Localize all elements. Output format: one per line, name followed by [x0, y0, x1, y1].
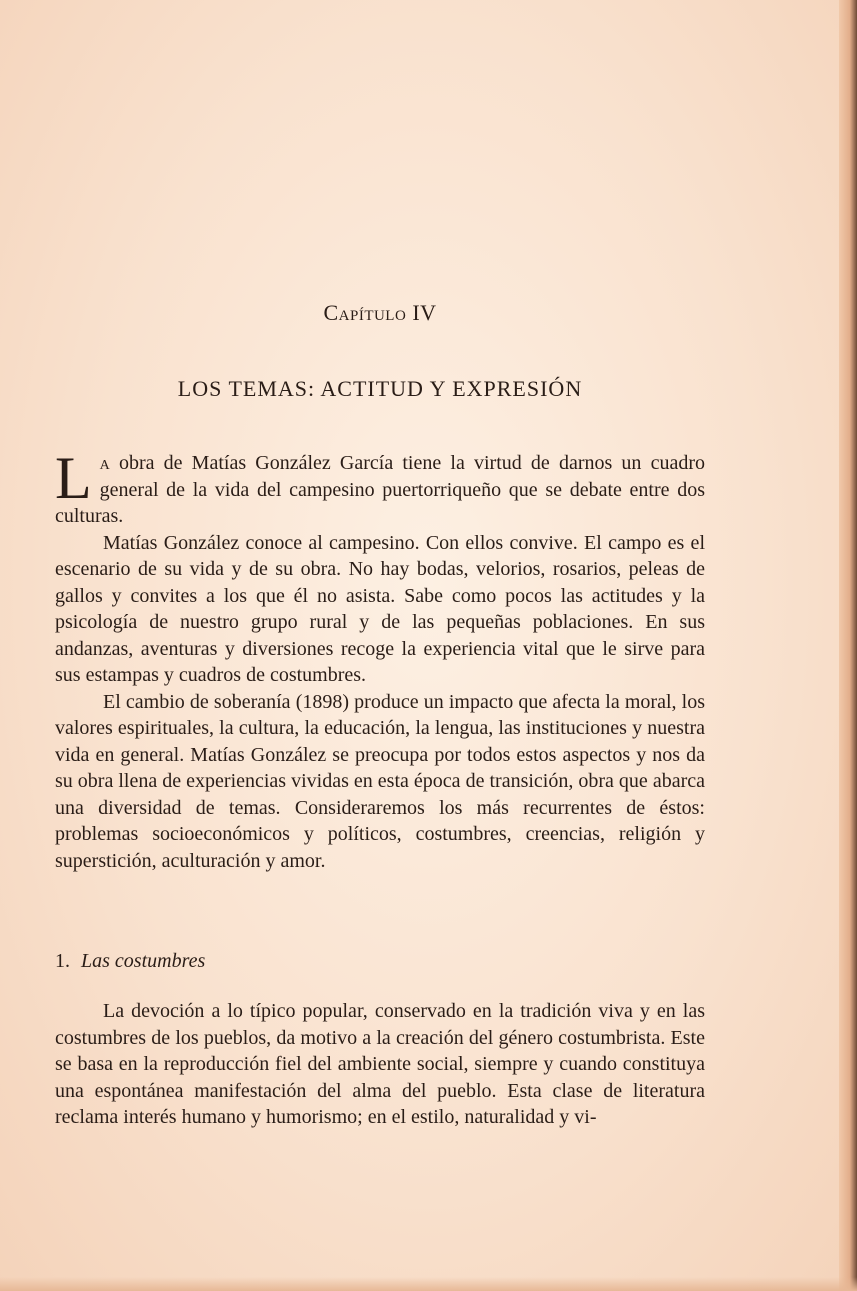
page-edge-shadow	[839, 0, 857, 1291]
paragraph: La devoción a lo típico popular, conservado en la tradición viva y en las costumbres de los pueblos, da motivo a la creación del género costumbrista. Este se basa en la reproducción fiel del ambiente social, siempre y cuando constituya una espontánea manifestación del alma del pueblo. Esta clase de literatura reclama interés humano y humorismo; en el estilo, naturalidad y vi-	[55, 1000, 705, 1128]
first-word-rest: a	[99, 452, 110, 474]
first-paragraph-text: obra de Matías González García tiene la virtud de darnos un cuadro general de la vida del campesino puertorriqueño que se debate entre dos culturas.	[55, 452, 705, 527]
first-paragraph	[55, 445, 705, 530]
section-title: Las costumbres	[81, 950, 206, 972]
chapter-title: LOS TEMAS: ACTITUD Y EXPRESIÓN	[177, 376, 583, 401]
chapter-heading	[55, 300, 705, 326]
section-heading	[55, 950, 705, 973]
chapter-label: Capítulo	[323, 300, 407, 325]
intro-text	[55, 445, 705, 874]
chapter-number: IV	[412, 300, 437, 325]
paragraph: El cambio de soberanía (1898) produce un impacto que afecta la moral, los valores espirituales, la cultura, la educación, la lengua, las instituciones y nuestra vida en general. Matías González se preocupa por todos estos aspectos y nos da su obra llena de experiencias vividas en esta época de transición, obra que abarca una diversidad de temas. Consideraremos los más recurrentes de éstos: problemas socioeconómicos y políticos, costumbres, creencias, religión y superstición, aculturación y amor.	[55, 690, 705, 872]
section-text	[55, 998, 705, 1131]
section-number: 1.	[55, 950, 70, 972]
paragraph: Matías González conoce al campesino. Con ellos convive. El campo es el escenario de su vida y de su obra. No hay bodas, velorios, rosarios, peleas de gallos y convites a los que él no asista. Sabe como pocos las actitudes y la psicología de nuestro grupo rural y de las pequeñas poblaciones. En sus andanzas, aventuras y diversiones recoge la experiencia vital que le sirve para sus estampas y cuadros de costumbres.	[55, 531, 705, 686]
drop-cap: L	[55, 445, 92, 511]
page-bottom-edge	[0, 1277, 857, 1291]
